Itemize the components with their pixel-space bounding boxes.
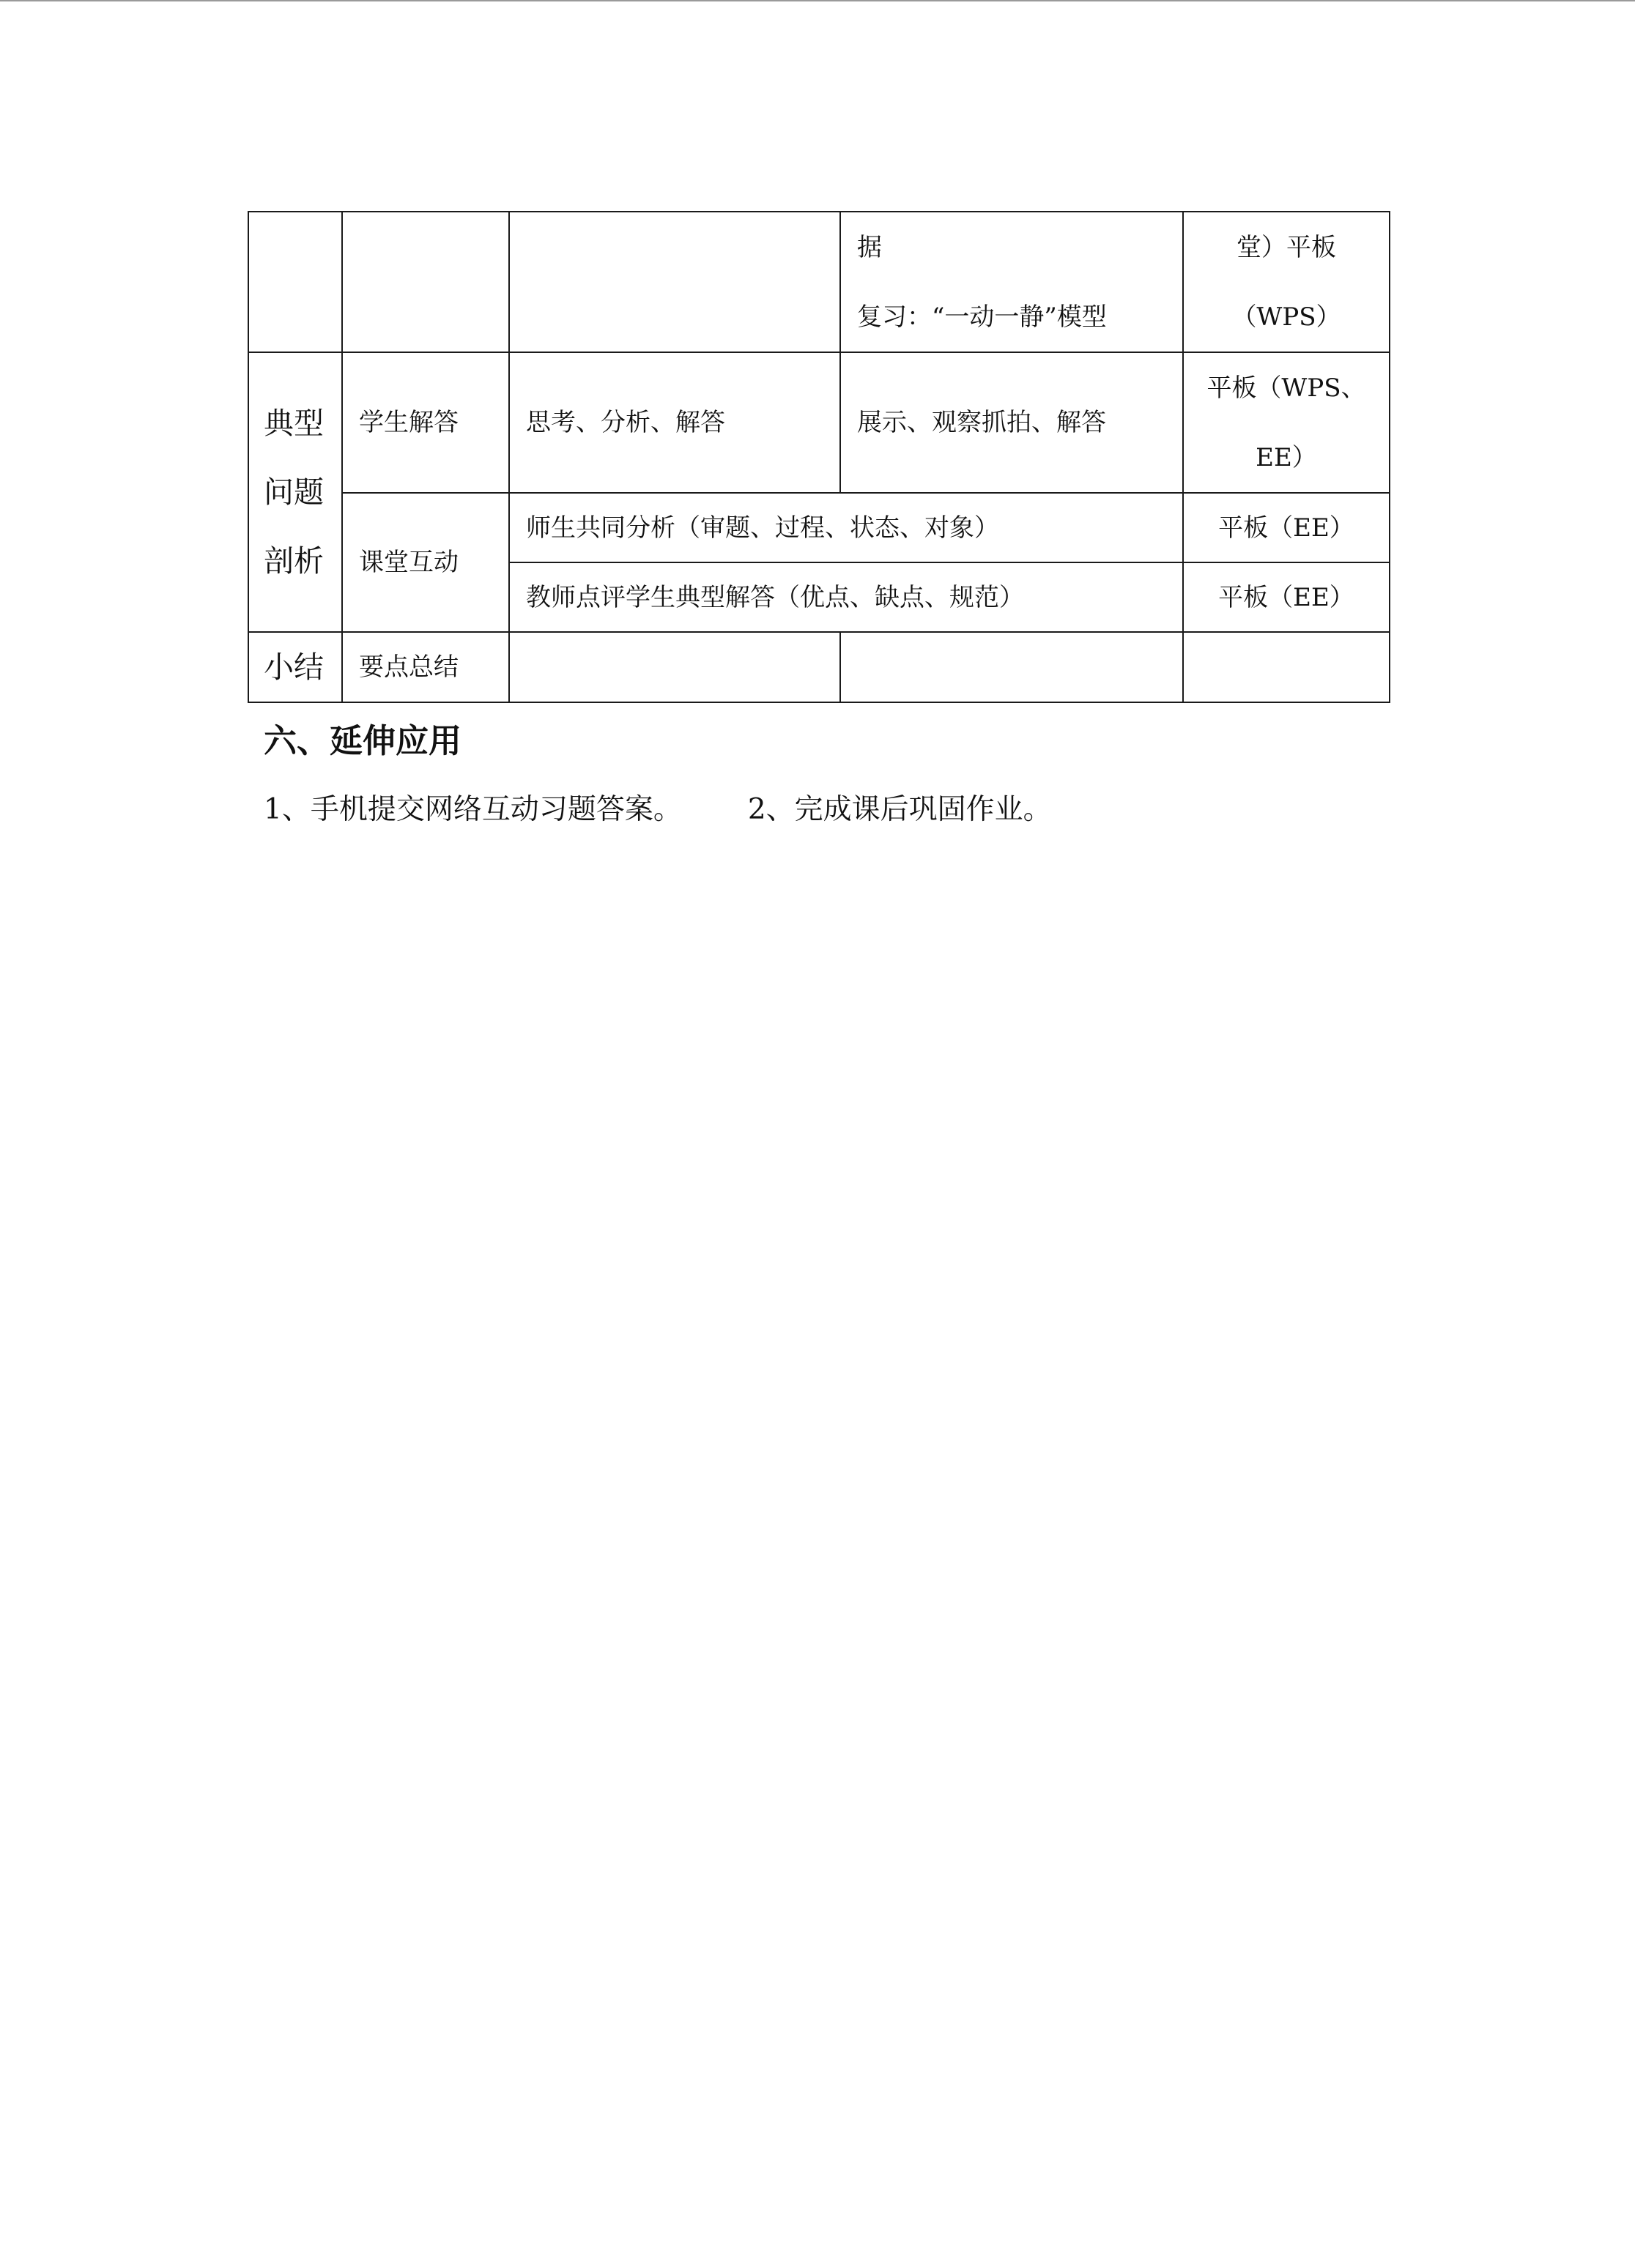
student-activity-cell-empty bbox=[509, 212, 840, 352]
lesson-plan-table bbox=[248, 211, 1390, 703]
section-heading: 六、延伸应用 bbox=[264, 721, 462, 760]
student-activity-cell: 思考、分析、解答 bbox=[509, 352, 840, 493]
step-cell-classroom-interaction: 课堂互动 bbox=[342, 493, 509, 632]
stage-cell-typical-problem bbox=[248, 352, 342, 632]
step-cell-student-answer: 学生解答 bbox=[342, 352, 509, 493]
activity-cell-joint-analysis: 师生共同分析（审题、过程、状态、对象） bbox=[509, 493, 1183, 562]
student-activity-cell-empty bbox=[509, 632, 840, 702]
extension-item-2: 2、完成课后巩固作业。 bbox=[747, 793, 1052, 826]
tool-line-1: 堂）平板 bbox=[1237, 232, 1336, 262]
stage-cell-summary: 小结 bbox=[248, 632, 342, 702]
tool-line-1: 平板（WPS、 bbox=[1206, 373, 1366, 403]
extension-items bbox=[264, 789, 1052, 830]
teacher-activity-line-1: 据 bbox=[857, 232, 882, 262]
tool-cell bbox=[1183, 352, 1390, 493]
table-row-student-answer bbox=[248, 352, 1390, 493]
tool-cell: 平板（EE） bbox=[1183, 493, 1390, 562]
page-top-rule bbox=[0, 0, 1635, 1]
stage-cell-empty bbox=[248, 212, 342, 352]
teacher-activity-cell bbox=[840, 212, 1183, 352]
extension-item-1: 1、手机提交网络互动习题答案。 bbox=[264, 793, 682, 826]
stage-label-line-3: 剖析 bbox=[264, 543, 324, 579]
tool-cell-empty bbox=[1183, 632, 1390, 702]
teacher-activity-cell: 展示、观察抓拍、解答 bbox=[840, 352, 1183, 493]
table-row-continuation bbox=[248, 212, 1390, 352]
table-row-summary bbox=[248, 632, 1390, 702]
tool-cell: 平板（EE） bbox=[1183, 562, 1390, 632]
teacher-activity-line-2: 复习：“一动一静”模型 bbox=[857, 302, 1107, 332]
stage-label-line-1: 典型 bbox=[264, 406, 324, 441]
step-cell-empty bbox=[342, 212, 509, 352]
activity-cell-teacher-review: 教师点评学生典型解答（优点、缺点、规范） bbox=[509, 562, 1183, 632]
stage-label-line-2: 问题 bbox=[264, 475, 324, 510]
tool-line-2: EE） bbox=[1256, 442, 1317, 472]
step-cell-key-points: 要点总结 bbox=[342, 632, 509, 702]
table-row-joint-analysis bbox=[248, 493, 1390, 562]
tool-line-2: （WPS） bbox=[1231, 302, 1341, 332]
tool-cell bbox=[1183, 212, 1390, 352]
teacher-activity-cell-empty bbox=[840, 632, 1183, 702]
